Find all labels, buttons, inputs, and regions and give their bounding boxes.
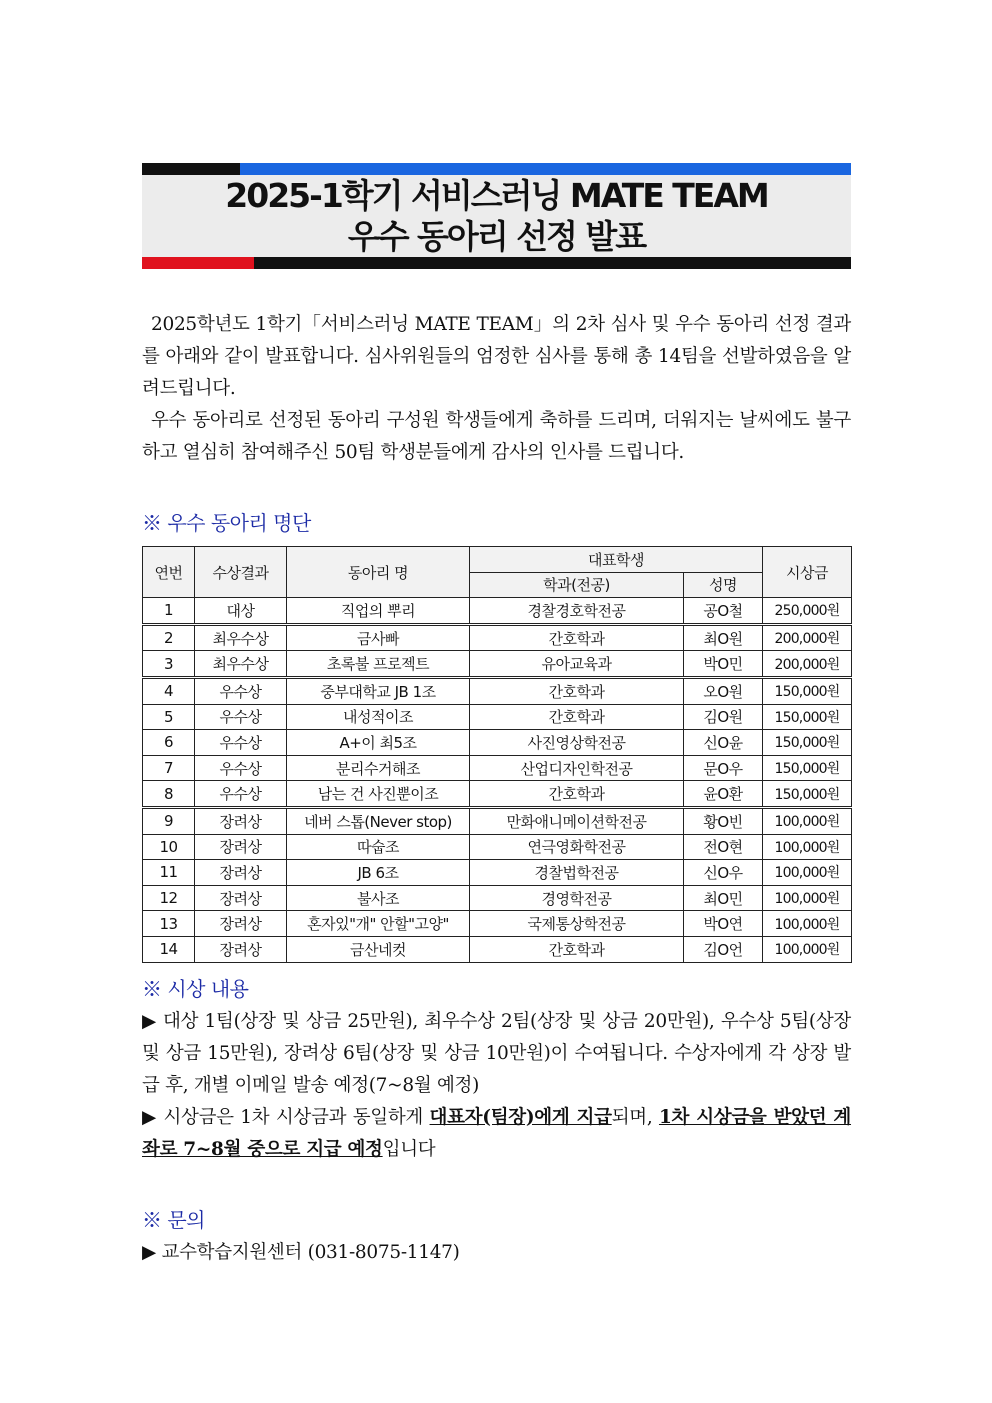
header-club: 동아리 명 [287,547,470,598]
cell-name: 김O언 [684,936,763,962]
cell-name: 황O빈 [684,807,763,834]
cell-no: 10 [143,834,195,860]
cell-result: 장려상 [195,860,287,886]
cell-prize: 100,000원 [763,911,852,937]
cell-no: 7 [143,755,195,781]
cell-name: 박O민 [684,651,763,678]
cell-no: 3 [143,651,195,678]
cell-name: 최O원 [684,624,763,651]
cell-club: 초록불 프로젝트 [287,651,470,678]
cell-prize: 200,000원 [763,651,852,678]
cell-dept: 유아교육과 [470,651,684,678]
header-name: 성명 [684,572,763,598]
list-heading: ※ 우수 동아리 명단 [142,511,311,535]
cell-club: 불사조 [287,885,470,911]
cell-dept: 간호학과 [470,677,684,704]
table-row [143,885,852,911]
cell-prize: 100,000원 [763,885,852,911]
header-no: 연번 [143,547,195,598]
cell-club: 남는 건 사진뿐이조 [287,781,470,808]
cell-dept: 간호학과 [470,624,684,651]
table-row [143,781,852,808]
cell-no: 12 [143,885,195,911]
banner-top-bar-dark-segment [142,163,240,175]
cell-prize: 150,000원 [763,704,852,730]
award-heading: ※ 시상 내용 [142,976,249,1001]
cell-result: 장려상 [195,936,287,962]
header-result: 수상결과 [195,547,287,598]
cell-result: 장려상 [195,911,287,937]
cell-prize: 150,000원 [763,677,852,704]
cell-prize: 150,000원 [763,730,852,756]
cell-dept: 연극영화학전공 [470,834,684,860]
document-page [142,163,851,1269]
table-body [143,598,852,962]
cell-club: 금산네컷 [287,936,470,962]
table-row [143,860,852,886]
table-row [143,598,852,625]
cell-prize: 100,000원 [763,834,852,860]
cell-club: 혼자있"개" 안할"고양" [287,911,470,937]
cell-no: 5 [143,704,195,730]
cell-dept: 산업디자인학전공 [470,755,684,781]
cell-result: 우수상 [195,755,287,781]
cell-dept: 사진영상학전공 [470,730,684,756]
cell-name: 윤O환 [684,781,763,808]
cell-dept: 국제통상학전공 [470,911,684,937]
cell-no: 6 [143,730,195,756]
award-text [142,1006,851,1166]
cell-result: 장려상 [195,885,287,911]
cell-dept: 경찰법학전공 [470,860,684,886]
cell-prize: 150,000원 [763,781,852,808]
cell-name: 김O원 [684,704,763,730]
cell-no: 4 [143,677,195,704]
cell-club: 직업의 뿌리 [287,598,470,625]
table-row [143,677,852,704]
table-row [143,936,852,962]
contact-line: ▶ 교수학습지원센터 (031-8075-1147) [142,1241,460,1263]
contact-heading: ※ 문의 [142,1207,205,1232]
banner-top-bar [142,163,851,175]
cell-result: 우수상 [195,677,287,704]
title-line-1: 2025-1학기 서비스러닝 MATE TEAM [225,176,768,215]
award-p2-a: ▶ 시상금은 1차 시상금과 동일하게 [142,1106,430,1128]
header-prize: 시상금 [763,547,852,598]
table-row [143,730,852,756]
cell-dept: 간호학과 [470,704,684,730]
winners-table [142,546,852,963]
cell-dept: 경영학전공 [470,885,684,911]
cell-name: 문O우 [684,755,763,781]
cell-result: 최우수상 [195,624,287,651]
cell-prize: 200,000원 [763,624,852,651]
award-paragraph-1: ▶ 대상 1팀(상장 및 상금 25만원), 최우수상 2팀(상장 및 상금 20만원), 우수상 5팀(상장 및 상금 15만원), 장려상 6팀(상장 및 상금 10만원)이 수여됩니다. 수상자에게 각 상장 발급 후, 개별 이메일 발송 예정(7~8월 예정) [142,1010,851,1096]
cell-prize: 100,000원 [763,807,852,834]
cell-name: 전O현 [684,834,763,860]
table-row [143,704,852,730]
cell-result: 대상 [195,598,287,625]
cell-club: A+이 최5조 [287,730,470,756]
award-paragraph-2 [142,1102,851,1166]
cell-club: 내성적이조 [287,704,470,730]
table-row [143,624,852,651]
table-row [143,807,852,834]
title-banner [142,163,851,269]
cell-result: 장려상 [195,807,287,834]
cell-no: 13 [143,911,195,937]
award-p2-recipient: 대표자(팀장)에게 지급 [429,1106,612,1128]
cell-dept: 간호학과 [470,781,684,808]
cell-club: 중부대학교 JB 1조 [287,677,470,704]
header-dept: 학과(전공) [470,572,684,598]
banner-bottom-bar [142,257,851,269]
intro-text [142,309,851,469]
cell-prize: 150,000원 [763,755,852,781]
award-p2-e: 입니다 [382,1138,436,1160]
table-row [143,651,852,678]
title-line-2: 우수 동아리 선정 발표 [347,217,646,256]
cell-dept: 만화애니메이션학전공 [470,807,684,834]
document-title [142,175,851,257]
contact-text [142,1237,851,1269]
cell-name: 신O우 [684,860,763,886]
cell-no: 1 [143,598,195,625]
cell-no: 11 [143,860,195,886]
cell-result: 우수상 [195,730,287,756]
header-rep: 대표학생 [470,547,763,573]
cell-result: 장려상 [195,834,287,860]
banner-bottom-bar-red-segment [142,257,254,269]
cell-dept: 간호학과 [470,936,684,962]
award-p2-schedule: 1차 시상금을 받았던 계좌로 7~8월 중으로 지급 예정 [142,1106,852,1160]
cell-club: JB 6조 [287,860,470,886]
cell-club: 분리수거해조 [287,755,470,781]
cell-result: 최우수상 [195,651,287,678]
cell-no: 2 [143,624,195,651]
cell-club: 금사빠 [287,624,470,651]
cell-prize: 100,000원 [763,936,852,962]
award-p2-c: 되며, [611,1106,659,1128]
cell-name: 박O연 [684,911,763,937]
cell-name: 신O윤 [684,730,763,756]
cell-name: 최O민 [684,885,763,911]
cell-no: 9 [143,807,195,834]
cell-result: 우수상 [195,704,287,730]
cell-dept: 경찰경호학전공 [470,598,684,625]
cell-result: 우수상 [195,781,287,808]
cell-no: 14 [143,936,195,962]
table-row [143,755,852,781]
cell-no: 8 [143,781,195,808]
table-row [143,834,852,860]
table-row [143,911,852,937]
cell-name: 공O철 [684,598,763,625]
cell-prize: 250,000원 [763,598,852,625]
cell-prize: 100,000원 [763,860,852,886]
intro-paragraph-2: 우수 동아리로 선정된 동아리 구성원 학생들에게 축하를 드리며, 더워지는 날씨에도 불구하고 열심히 참여해주신 50팀 학생분들에게 감사의 인사를 드립니다. [142,410,851,463]
cell-club: 네버 스톱(Never stop) [287,807,470,834]
cell-club: 따숩조 [287,834,470,860]
cell-name: 오O원 [684,677,763,704]
intro-paragraph-1: 2025학년도 1학기「서비스러닝 MATE TEAM」의 2차 심사 및 우수 동아리 선정 결과를 아래와 같이 발표합니다. 심사위원들의 엄정한 심사를 통해 총 14팀을 선발하였음을 알려드립니다. [142,314,851,399]
